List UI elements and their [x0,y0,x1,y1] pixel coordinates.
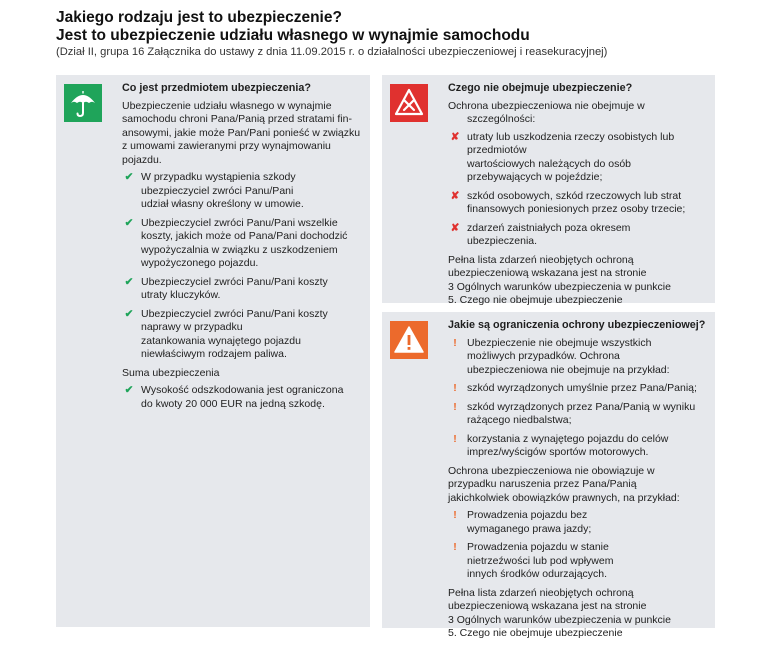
cross-icon: ✘ [450,189,460,202]
warning-icon [390,321,428,359]
exclamation-icon: ! [453,432,457,445]
limitation-item: ! Ubezpieczenie nie obejmuje wszystkich możliwych przypadków. Ochrona ubezpieczeniowa nie obejmuje na przykład: [448,337,710,378]
exclusion-item: ✘ zdarzeń zaistniałych poza okresem ubezpieczenia. [448,222,710,249]
exclamation-icon: ! [453,400,457,413]
cross-icon: ✘ [450,221,460,234]
limitation-item: ! Prowadzenia pojazdu bez wymaganego prawa jazdy; [448,509,710,536]
limitations-footer: Pełna lista zdarzeń nieobjętych ochroną ubezpieczeniową wskazana jest na stronie 3 Ogólnych warunków ubezpieczenia w punkcie 5. Czego nie obejmuje ubezpieczenie [448,586,671,639]
exclusions-footer: Pełna lista zdarzeń nieobjętych ochroną ubezpieczeniową wskazana jest na stronie 3 Ogólnych warunków ubezpieczenia w punkcie 5. Czego nie obejmuje ubezpieczenie [448,253,671,306]
exclamation-icon: ! [453,336,457,349]
page-title: Jakiego rodzaju jest to ubezpieczenie? [56,9,342,26]
check-icon: ✔ [124,171,134,183]
legal-obligations-note: Ochrona ubezpieczeniowa nie obowiązuje w przypadku naruszenia przez Pana/Panią jakichkolwiek obowiązków prawnych, na przykład: [448,464,680,504]
exclusions-panel [382,75,715,306]
sum-insured-label: Suma ubezpieczenia [122,366,220,379]
coverage-item: ✔ W przypadku wystąpienia szkody ubezpieczyciel zwróci Panu/Pani udział własny określony w umowie. [122,171,382,212]
excluded-icon [390,84,428,122]
check-icon: ✔ [124,307,134,320]
insurance-type-title: Jest to ubezpieczenie udziału własnego w wynajmie samochodu [56,27,530,44]
coverage-item: ✔ Ubezpieczyciel zwróci Panu/Pani koszty utraty kluczyków. [122,276,382,303]
exclamation-icon: ! [453,382,457,394]
exclusion-item: ✘ utraty lub uszkodzenia rzeczy osobistych lub przedmiotów wartościowych należących do osób przebywających w pojeździe; [448,131,710,185]
umbrella-icon [64,84,102,122]
limitation-item: ! korzystania z wynajętego pojazdu do celów imprez/wyścigów sportów motorowych. [448,433,710,460]
sum-insured-item: ✔ Wysokość odszkodowania jest ograniczona do kwoty 20 000 EUR na jedną szkodę. [122,384,382,411]
limitation-item: ! szkód wyrządzonych umyślnie przez Pana/Panią; [448,382,710,396]
legal-basis-note: (Dział II, grupa 16 Załącznika do ustawy z dnia 11.09.2015 r. o działalności ubezpieczeniowej i reasekuracyjnej) [56,46,608,58]
coverage-item: ✔ Ubezpieczyciel zwróci Panu/Pani wszelkie koszty, jakich może od Pana/Pani dochodzić wypożyczalnia w związku z uszkodzeniem wypożyczonego pojazdu. [122,217,382,271]
limitations-panel [382,312,715,639]
exclusion-item: ✘ szkód osobowych, szkód rzeczowych lub strat finansowych poniesionych przez osoby trzecie; [448,190,710,217]
exclamation-icon: ! [453,541,457,553]
limitations-heading: Jakie są ograniczenia ochrony ubezpieczeniowej? [448,319,706,331]
check-icon: ✔ [124,275,134,288]
coverage-item: ✔ Ubezpieczyciel zwróci Panu/Pani koszty naprawy w przypadku zatankowania wynajętego pojazdu niewłaściwym rodzajem paliwa. [122,308,382,362]
exclamation-icon: ! [453,509,457,521]
check-icon: ✔ [124,384,134,396]
limitation-item: ! Prowadzenia pojazdu w stanie nietrzeźwości lub pod wpływem innych środków odurzających. [448,541,710,582]
coverage-panel [56,75,370,627]
exclusions-heading: Czego nie obejmuje ubezpieczenie? [448,82,633,94]
exclusions-intro: Ochrona ubezpieczeniowa nie obejmuje w szczególności: [448,99,645,125]
coverage-heading: Co jest przedmiotem ubezpieczenia? [122,82,311,94]
limitation-item: ! szkód wyrządzonych przez Pana/Panią w wyniku rażącego niedbalstwa; [448,401,710,428]
coverage-intro: Ubezpieczenie udziału własnego w wynajmie samochodu chroni Pana/Panią przed stratami fin- ansowymi, jakie może Pan/Pani ponieść w związku z umowami zawieranymi przy wynajmowaniu pojazdu. [122,99,361,166]
check-icon: ✔ [124,216,134,229]
cross-icon: ✘ [450,130,460,143]
